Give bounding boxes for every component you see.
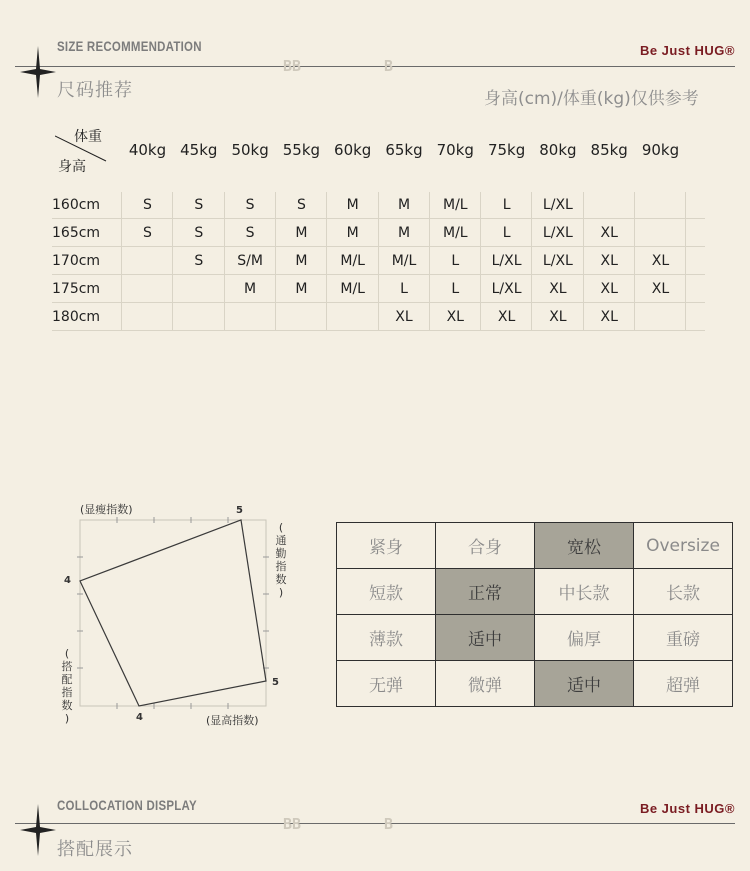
size-cell: L bbox=[400, 281, 408, 297]
fit-attribute-grid bbox=[336, 522, 733, 707]
height-row-label: 180cm bbox=[52, 309, 101, 325]
weight-column-header: 45kg bbox=[180, 141, 218, 159]
size-cell: XL bbox=[600, 309, 618, 325]
radar-chart bbox=[50, 497, 300, 737]
header-divider bbox=[15, 66, 735, 67]
size-cell: M bbox=[295, 225, 308, 241]
radar-label-height: (显高指数) bbox=[206, 714, 259, 727]
brand-logo: Be Just HUG® bbox=[639, 801, 735, 816]
corner-height-label: 身高 bbox=[58, 159, 86, 175]
fit-option-cell: 中长款 bbox=[535, 569, 634, 615]
size-cell: M bbox=[244, 281, 257, 297]
size-cell: S bbox=[194, 197, 204, 213]
weight-column-header: 70kg bbox=[436, 141, 474, 159]
fit-option-cell: 紧身 bbox=[337, 523, 436, 569]
size-cell: L/XL bbox=[491, 253, 522, 269]
logo-mark-double: BB bbox=[283, 57, 302, 75]
size-cell: XL bbox=[651, 281, 670, 297]
height-row-label: 170cm bbox=[52, 253, 101, 269]
fit-option-cell: 微弹 bbox=[436, 661, 535, 707]
grid-line bbox=[52, 330, 705, 331]
fit-option-cell: 合身 bbox=[436, 523, 535, 569]
fit-option-cell: 重磅 bbox=[634, 615, 733, 661]
fit-option-cell: 正常 bbox=[436, 569, 535, 615]
fit-grid-row bbox=[337, 615, 733, 661]
radar-value-match: 4 bbox=[64, 575, 71, 586]
size-cell: S bbox=[143, 197, 152, 213]
section-title-en: SIZE RECOMMENDATION bbox=[57, 38, 202, 54]
section-title-cn: 尺码推荐 bbox=[57, 80, 133, 101]
radar-value-slim: 5 bbox=[236, 505, 243, 516]
size-cell: M bbox=[346, 225, 359, 241]
size-cell: M/L bbox=[442, 225, 468, 241]
size-cell: M/L bbox=[340, 281, 365, 297]
fit-grid-row bbox=[337, 569, 733, 615]
height-row-label: 160cm bbox=[52, 197, 101, 213]
size-cell: M/L bbox=[442, 197, 468, 213]
size-cell: L bbox=[502, 225, 511, 241]
size-cell: S bbox=[296, 197, 306, 213]
fit-option-cell: 薄款 bbox=[337, 615, 436, 661]
weight-column-header: 60kg bbox=[334, 141, 372, 159]
size-cell: M bbox=[295, 253, 308, 269]
fit-option-cell: Oversize bbox=[634, 523, 733, 569]
size-cell: S bbox=[245, 197, 255, 213]
size-cell: L bbox=[451, 253, 460, 269]
grid-line bbox=[52, 218, 705, 219]
fit-option-cell: 适中 bbox=[535, 661, 634, 707]
logo-mark-single: B bbox=[384, 815, 394, 833]
fit-option-cell: 无弹 bbox=[337, 661, 436, 707]
size-cell: M bbox=[397, 197, 411, 213]
sparkle-icon bbox=[16, 42, 60, 102]
weight-column-header: 50kg bbox=[231, 141, 269, 159]
radar-value-height: 4 bbox=[136, 712, 143, 723]
size-cell: XL bbox=[446, 309, 464, 325]
size-cell: L/XL bbox=[491, 281, 522, 297]
grid-line bbox=[52, 302, 705, 303]
height-row-label: 165cm bbox=[52, 225, 101, 241]
section-title-en: COLLOCATION DISPLAY bbox=[57, 797, 197, 813]
weight-column-header: 90kg bbox=[641, 141, 680, 159]
size-cell: S bbox=[245, 225, 255, 241]
size-cell: M/L bbox=[340, 253, 365, 269]
fit-grid-row bbox=[337, 661, 733, 707]
size-cell: L bbox=[451, 281, 460, 297]
size-cell: L/XL bbox=[542, 225, 573, 241]
size-cell: S bbox=[143, 225, 152, 241]
sparkle-icon bbox=[16, 800, 60, 860]
size-cell: S bbox=[194, 253, 204, 269]
fit-option-cell: 宽松 bbox=[535, 523, 634, 569]
weight-column-header: 80kg bbox=[539, 141, 577, 159]
size-cell: S/M bbox=[237, 253, 263, 269]
weight-column-header: 40kg bbox=[128, 141, 167, 159]
size-cell: XL bbox=[497, 309, 516, 325]
fit-grid-row bbox=[337, 523, 733, 569]
fit-option-cell: 短款 bbox=[337, 569, 436, 615]
size-cell: L/XL bbox=[542, 197, 573, 213]
weight-column-header: 85kg bbox=[590, 141, 628, 159]
fit-option-cell: 长款 bbox=[634, 569, 733, 615]
size-cell: XL bbox=[600, 253, 618, 269]
size-cell: XL bbox=[600, 281, 618, 297]
unit-note: 身高(cm)/体重(kg)仅供参考 bbox=[484, 89, 699, 109]
size-cell: XL bbox=[549, 309, 567, 325]
size-cell: XL bbox=[549, 281, 567, 297]
height-row-label: 175cm bbox=[52, 281, 101, 297]
size-cell: L/XL bbox=[542, 253, 573, 269]
fit-option-cell: 超弹 bbox=[634, 661, 733, 707]
radar-label-commute: ( 通 勤 指 数 ) bbox=[275, 521, 287, 599]
grid-line bbox=[52, 246, 705, 247]
weight-column-header: 65kg bbox=[385, 141, 423, 159]
radar-value-commute: 5 bbox=[272, 677, 279, 688]
size-cell: XL bbox=[395, 309, 413, 325]
radar-label-match: ( 搭 配 指 数 ) bbox=[61, 647, 73, 725]
size-cell: M bbox=[295, 281, 308, 297]
size-cell: L bbox=[502, 197, 511, 213]
table-corner-header bbox=[55, 126, 115, 174]
header-divider bbox=[15, 823, 735, 824]
weight-column-header: 75kg bbox=[487, 141, 526, 159]
radar-label-slim: (显瘦指数) bbox=[80, 503, 133, 516]
size-cell: M bbox=[397, 225, 411, 241]
grid-line bbox=[52, 274, 705, 275]
logo-mark-single: B bbox=[384, 57, 394, 75]
fit-option-cell: 适中 bbox=[436, 615, 535, 661]
size-cell: XL bbox=[600, 225, 618, 241]
size-cell: M/L bbox=[391, 253, 417, 269]
size-cell: M bbox=[346, 197, 359, 213]
radar-shape bbox=[80, 520, 266, 706]
corner-weight-label: 体重 bbox=[74, 129, 102, 145]
brand-logo: Be Just HUG® bbox=[639, 43, 735, 58]
section-title-cn: 搭配展示 bbox=[57, 839, 133, 860]
logo-mark-double: BB bbox=[283, 815, 302, 833]
size-cell: S bbox=[194, 225, 204, 241]
weight-column-header: 55kg bbox=[282, 141, 321, 159]
fit-option-cell: 偏厚 bbox=[535, 615, 634, 661]
size-cell: XL bbox=[651, 253, 670, 269]
